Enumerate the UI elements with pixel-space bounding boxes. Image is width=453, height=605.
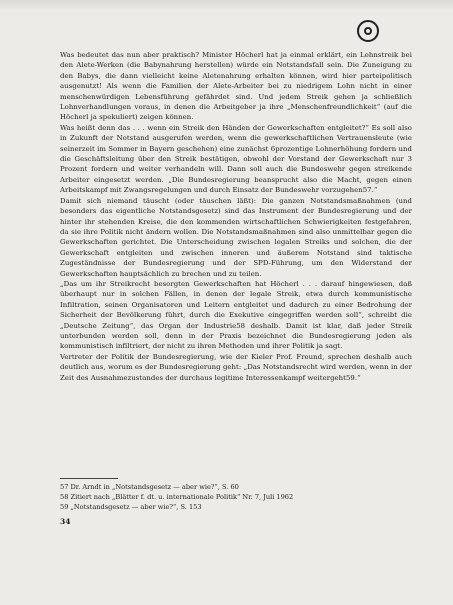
- paragraph-1: Was bedeutet das nun aber praktisch? Minister Höcherl hat ja einmal erklärt, ein Lohnstreik bei den Alete-Werken (die Babynahrung herstellen) würde ein Notstandsfall sein. Die Zuneigung zu den Babys, die dann vielleicht keine Aletenahrung erhalten können, wird hier parteipolitisch ausgenutzt! Als wenn die Familien der Alete-Arbeiter bei zu niedrigem Lohn nicht in einer menschenwürdigen Lebensführung gefährdet sind. Und jedem Streik gehen ja schließlich Lohnverhandlungen voraus, in denen die Arbeitgeber ja ihre „Menschenfreundlichkeit“ (auf die Höcherl ja spekuliert) zeigen können.: [60, 51, 412, 122]
- page-number: 34: [60, 517, 71, 526]
- scan-edge: [0, 0, 453, 10]
- footnote-59: 59 „Notstandsgesetz — aber wie?“, S. 153: [60, 503, 202, 511]
- library-stamp-mark: [357, 20, 379, 42]
- body-text: [60, 50, 412, 383]
- paragraph-3: Damit sich niemand täuscht (oder täuschen läßt): Die ganzen Notstandsmaßnahmen (und besonders das eigentliche Notstandsgesetz) sind das Instrument der Bundesregierung und der hinter ihr stehenden Kreise, die den kommenden wirtschaftlichen Schwierigkeiten festgefahren, da sie ihre Politik nicht ändern wollen. Die Notstandsmaßnahmen sind also unmittelbar gegen die Gewerkschaften gerichtet. Die Unterscheidung zwischen legalen Streiks und solchen, die der Gewerkschaft entgleiten und zwischen inneren und äußerem Notstand sind taktische Zugeständnisse der Bundesregierung und der SPD-Führung, um den Widerstand der Gewerkschaften hauptsächlich zu brechen und zu teilen.: [60, 196, 412, 278]
- paragraph-4: „Das um ihr Streikrecht besorgten Gewerkschaften hat Höcherl . . . darauf hingewiesen, daß überhaupt nur in solchen Fällen, in denen der legale Streik, etwa durch kommunistische Infiltration, seinen Organisatoren und Leitern entgleitet und dadurch zu einer Bedrohung der Sicherheit der Bevölkerung führt, durch die Exekutive eingegriffen werden soll“, schreibt die „Deutsche Zeitung“, das Organ der Industrie58 deshalb. Damit ist klar, daß jeder Streik unterbunden werden soll, denn in der Praxis bezeichnet die Bundesregierung jeden als kommunistisch infiltriert, der nicht zu ihren Methoden und ihrer Politik ja sagt.: [60, 279, 412, 351]
- paragraph-5: Vertreter der Politik der Bundesregierung, wie der Kieler Prof. Freund, sprechen deshalb auch deutlich aus, worum es der Bundesregierung geht: „Das Notstandsrecht wird werden, wenn in der Zeit des Ausnahmezustandes der durchaus legitime Interessenkampf weitergeht59.“: [60, 352, 412, 382]
- footnotes: [60, 482, 412, 512]
- footnote-57: 57 Dr. Arndt in „Notstandsgesetz — aber wie?“, S. 60: [60, 483, 239, 491]
- footnote-divider: [60, 478, 118, 479]
- footnote-58: 58 Zitiert nach „Blätter f. dt. u. internationale Politik“ Nr. 7, Juli 1962: [60, 493, 294, 501]
- paragraph-2: Was heißt denn das . . . wenn ein Streik den Händen der Gewerkschaften entgleitet?“ Es soll also in Zukunft der Notstand ausgerufen werden, wenn die gewerkschaftlichen Vertrauensleute (wie seinerzeit im Sommer in Bayern geschehen) eine zunächst 6prozentige Lohnerhöhung fordern und die Geschäftsleitung über den Streik bestätigen, obwohl der Vorstand der Gewerkschaft nur 3 Prozent fordern und weiter verhandeln will. Dann soll auch die Bundeswehr gegen streikende Arbeiter eingesetzt werden. „Die Bundesregierung beansprucht also die Macht, gegen einen Arbeitskampf mit Zwangsregelungen und durch Einsatz der Bundeswehr vorzugehen57.“: [60, 123, 412, 195]
